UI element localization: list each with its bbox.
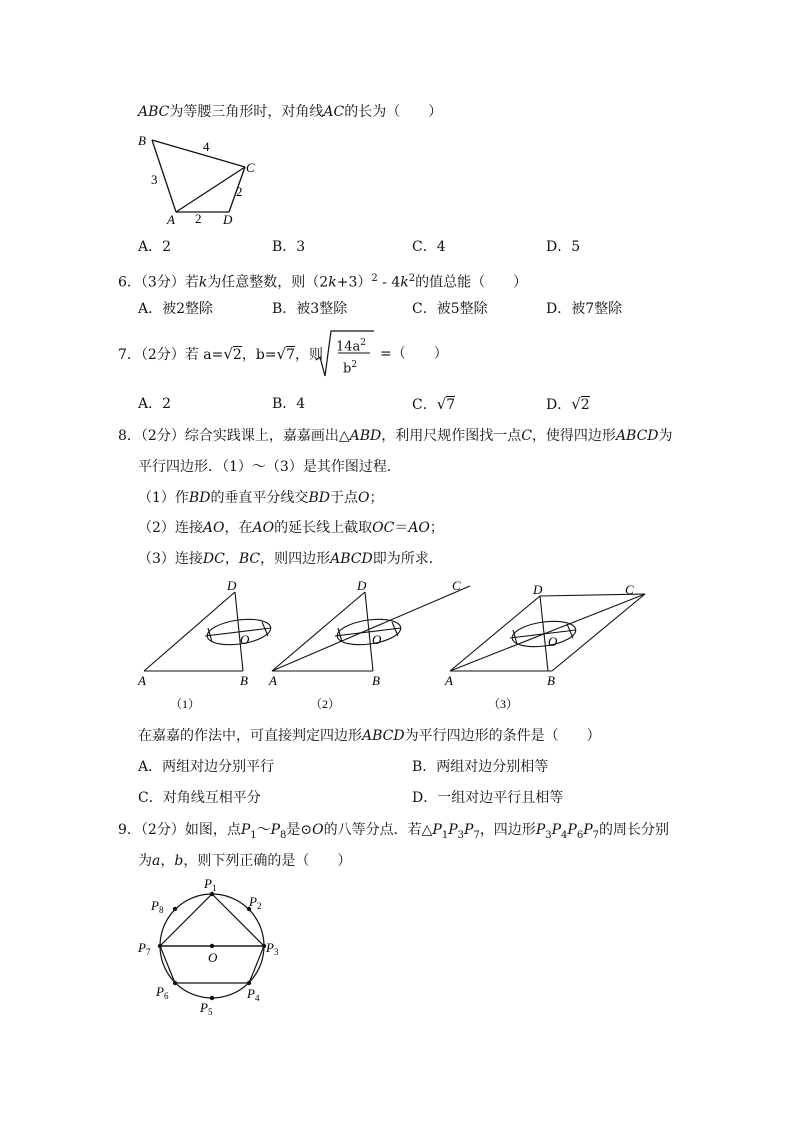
q8-fig2-label-b: B [372, 673, 380, 688]
q8-fig1-label-d: D [227, 578, 237, 593]
q8-step2 [138, 519, 444, 537]
q6-option-a[interactable]: A．被2整除 [138, 301, 214, 317]
q8-step3-b: DC [202, 551, 225, 567]
q8-s1a: 8．（2分）综合实践课上，嘉嘉画出△ [118, 428, 350, 444]
q5-stem-abc: ABC [138, 104, 170, 120]
q8-step1-d: BD [308, 490, 330, 506]
q9-s-t1: 1 [441, 829, 449, 841]
q9-s-tri2: P [448, 822, 458, 838]
q9-s2-a: 为 [138, 853, 152, 869]
q5-label-c: C [246, 160, 255, 175]
q9-s-a: 9．（2分）如图，点 [118, 822, 241, 838]
q8-question [138, 727, 601, 745]
q8-stem-line2: 平行四边形．（1）～（3）是其作图过程． [138, 459, 401, 475]
q5-label-side-ad: 2 [195, 211, 202, 226]
q8-step2-c: ，在 [224, 520, 253, 536]
q7-stem-end: =（ ） [380, 346, 448, 362]
q5-stem-end: 的长为（ ） [344, 104, 443, 120]
q9-s-qd: P [583, 822, 593, 838]
q9-s-qc: P [567, 822, 577, 838]
q8-fig2-caption: （2） [310, 697, 341, 711]
q8-step3-d: BC [238, 551, 261, 567]
q9-s2-d: b [174, 853, 184, 869]
q8-step2-d: AO [252, 520, 275, 536]
q9-s-o: O [312, 822, 324, 838]
q6-stem-e: 的值总能（ ） [415, 274, 528, 291]
q7-num-text: 14a [336, 339, 361, 355]
q8-construction-figures [130, 576, 660, 716]
q9-label-p6: $P_6$ [156, 984, 169, 1001]
q7-den-sup: 2 [351, 360, 358, 370]
q8-step2-h: AO [408, 520, 430, 536]
q9-circle-figure [130, 872, 300, 1022]
q9-s-tri: P [432, 822, 442, 838]
q7-sqrt-b: √7 [276, 345, 296, 363]
q5-option-a[interactable]: A．2 [138, 239, 172, 255]
q8-step3-e: ，则四边形 [260, 551, 331, 567]
q9-s-e: ，四边形 [479, 822, 536, 838]
q8-option-b[interactable]: B．两组对边分别相等 [412, 759, 549, 775]
q8-question-a: 在嘉嘉的作法中，可直接判定四边形 [138, 728, 362, 744]
q5-diagonal-ac [176, 167, 245, 212]
q7-num-sup: 2 [360, 338, 367, 348]
q8-fig3-label-o: O [548, 634, 558, 649]
q5-label-side-ab: 3 [151, 172, 158, 187]
q8-step1-f: O [357, 490, 370, 506]
q9-s-q3: 3 [545, 829, 552, 841]
q8-option-d[interactable]: D．一组对边平行且相等 [412, 790, 564, 806]
q7-sqrt-a-radicand: 2 [232, 347, 242, 363]
q6-stem [118, 270, 527, 292]
q8-s1g: 为 [658, 428, 673, 444]
q7-option-d-radicand: 2 [580, 397, 590, 413]
q8-question-b: ABCD [362, 728, 405, 744]
q9-s-s8: 8 [280, 829, 287, 841]
q9-s2-b: a [152, 853, 161, 869]
q8-option-c[interactable]: C．对角线互相平分 [138, 790, 261, 806]
q5-option-d[interactable]: D．5 [546, 239, 581, 255]
q8-step2-f: OC [372, 520, 395, 536]
q9-s-t7: 7 [473, 829, 480, 841]
q9-s-c: 是⊙ [286, 822, 313, 838]
q9-s-s1: 1 [250, 829, 257, 841]
q8-step1-g: ； [369, 490, 384, 506]
q7-stem-a: 7．（2分）若 a= [118, 347, 224, 363]
q9-stem-line2 [138, 852, 351, 870]
q7-option-d-label: D． [546, 397, 572, 413]
q8-fig1-label-o: O [240, 632, 250, 647]
q8-fig2-label-d: D [357, 578, 367, 593]
q9-label-p1: $P_1$ [204, 876, 217, 893]
q8-s1c: ，利用尺规作图找一点 [381, 428, 522, 444]
q9-label-p5: $P_5$ [200, 1000, 213, 1017]
q8-step2-e: 的延长线上截取 [274, 520, 373, 536]
q8-fig3-label-d: D [533, 582, 543, 597]
q8-fig1-label-a: A [138, 673, 146, 688]
q8-s1e: ，使得四边形 [531, 428, 616, 444]
q5-stem-ac: AC [323, 104, 345, 120]
q8-option-a[interactable]: A．两组对边分别平行 [138, 759, 275, 775]
q9-label-p4: $P_4$ [247, 986, 260, 1003]
q5-label-a: A [167, 212, 175, 227]
q6-stem-sup: 2 [371, 273, 378, 284]
q8-step1-e: 于点 [329, 490, 358, 506]
q9-s-qb: P [551, 822, 562, 838]
q8-step2-g: ＝ [394, 520, 409, 536]
q9-label-p3: $P_3$ [266, 940, 279, 957]
q9-s-p1: P [240, 822, 251, 838]
q8-step1-c: 的垂直平分线交 [210, 490, 309, 506]
q9-s-t3: 3 [457, 829, 465, 841]
q8-step3 [138, 550, 443, 568]
q8-step1-b: BD [188, 490, 211, 506]
q5-label-side-bc: 4 [203, 139, 210, 154]
q6-stem-d: - 4 [377, 274, 401, 291]
q8-step3-c: ， [224, 551, 239, 567]
q8-stem-line1 [118, 427, 673, 445]
q8-step3-a: （3）连接 [138, 551, 203, 567]
q7-fraction-numerator [336, 336, 366, 354]
q8-step3-g: 即为所求． [372, 551, 443, 567]
q6-stem-k2: k [328, 274, 337, 291]
q9-s-q: P [535, 822, 546, 838]
q9-s-b: ～ [256, 822, 271, 838]
q9-s-p8: P [270, 822, 281, 838]
q8-s1d: C [521, 428, 532, 444]
q7-option-d[interactable]: D．√2 [546, 395, 590, 413]
q5-label-b: B [138, 133, 146, 148]
q7-fraction-denominator [343, 358, 357, 376]
q8-step3-f: ABCD [330, 551, 373, 567]
q6-stem-b: 为任意整数，则（2 [207, 274, 329, 291]
q8-fig2-label-a: A [269, 673, 277, 688]
q9-label-p2: $P_2$ [249, 894, 262, 911]
q9-s-q4: 4 [561, 829, 568, 841]
q8-fig3-caption: （3） [488, 697, 519, 711]
q6-stem-a: 6．（3分）若 [118, 274, 199, 291]
q6-stem-k: k [198, 274, 208, 291]
q5-stem [138, 103, 442, 121]
q7-option-c-label: C． [412, 397, 437, 413]
q8-step2-a: （2）连接 [138, 520, 203, 536]
q7-sqrt-a: √2 [223, 345, 242, 363]
q6-stem-c: +3） [336, 274, 372, 291]
q5-option-c[interactable]: C．4 [412, 239, 446, 255]
q7-sqrt-b-radicand: 7 [286, 347, 296, 363]
q5-option-b[interactable]: B．3 [272, 239, 306, 255]
q9-s2-e: ，则下列正确的是（ ） [183, 853, 352, 869]
q8-step2-i: ； [429, 520, 444, 536]
q5-edge-bc [152, 140, 245, 167]
q7-stem-c: ，则 [295, 347, 324, 363]
q6-option-c[interactable]: C．被5整除 [412, 301, 488, 317]
q6-option-b[interactable]: B．被3整除 [272, 301, 348, 317]
q9-s2-c: ， [160, 853, 175, 869]
q8-question-c: 为平行四边形的条件是（ ） [404, 728, 601, 744]
q6-stem-k3: k [400, 274, 409, 291]
q9-s-q6: 6 [576, 829, 584, 841]
q7-option-a[interactable]: A．2 [138, 396, 172, 412]
q5-label-d: D [223, 212, 233, 227]
q6-option-d[interactable]: D．被7整除 [546, 301, 623, 317]
q9-label-o: O [208, 950, 218, 965]
q8-fig3-label-a: A [445, 673, 453, 688]
q9-s-tri3: P [464, 822, 474, 838]
q5-label-side-cd: 2 [236, 184, 243, 199]
q8-fig3-label-b: B [547, 673, 555, 688]
q7-stem [118, 345, 323, 364]
q8-fig3-label-c: C [625, 582, 634, 597]
q9-label-p7: $P_7$ [138, 940, 151, 957]
q7-option-c[interactable]: C．√7 [412, 395, 456, 413]
q9-label-p8: $P_8$ [151, 898, 164, 915]
q7-option-c-radicand: 7 [446, 397, 456, 413]
q8-fig2-label-o: O [372, 632, 382, 647]
q7-stem-b: ，b= [241, 347, 277, 363]
q8-s1b: ABD [349, 428, 382, 444]
q9-s-d: 的八等分点．若△ [323, 822, 433, 838]
q8-fig2-label-c: C [452, 578, 461, 593]
q5-quadrilateral-figure [130, 128, 270, 230]
q8-fig1-label-b: B [240, 673, 248, 688]
q6-stem-sup2: 2 [408, 273, 416, 284]
q7-option-b[interactable]: B．4 [272, 396, 306, 412]
q9-s-f: 的周长分别 [599, 822, 669, 838]
q9-stem-line1 [118, 821, 669, 845]
q7-den-text: b [343, 361, 352, 377]
q8-step1 [138, 489, 383, 507]
q5-stem-mid: 为等腰三角形时，对角线 [169, 104, 324, 120]
q8-s1f: ABCD [615, 428, 659, 444]
q9-s-q7: 7 [592, 829, 599, 841]
q8-step1-a: （1）作 [138, 490, 189, 506]
q8-fig1-caption: （1） [170, 697, 201, 711]
q8-step2-b: AO [202, 520, 225, 536]
